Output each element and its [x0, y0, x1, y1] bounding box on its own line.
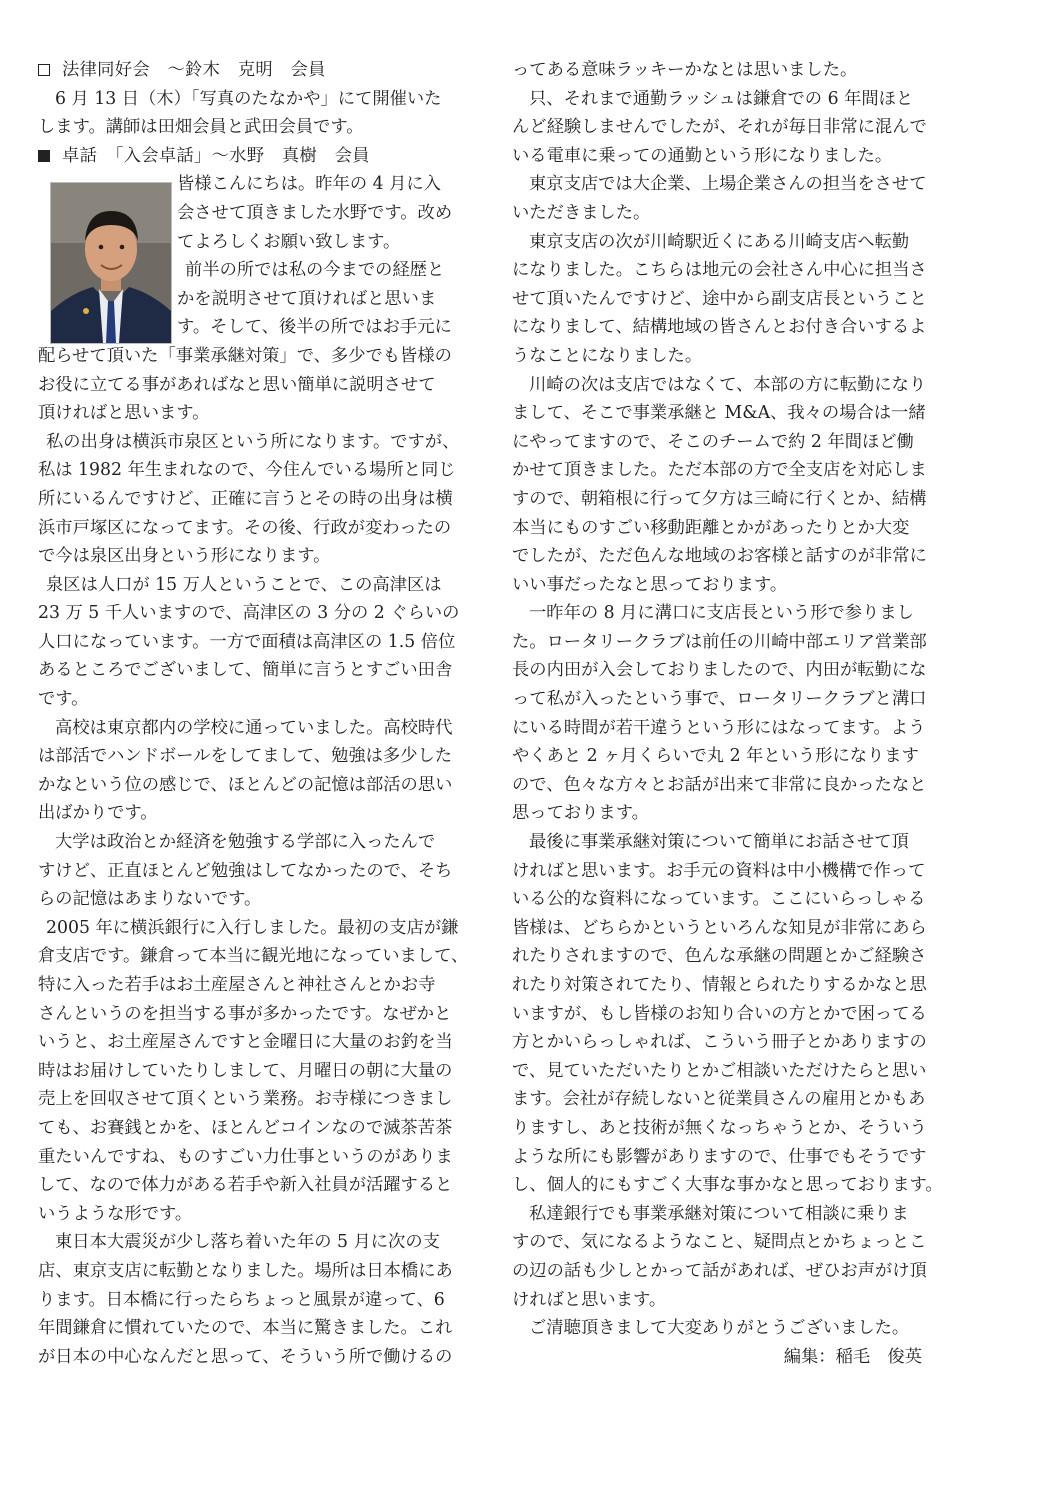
text-line: ても、お賽銭とかを、ほとんどコインなので滅茶苦茶 [38, 1117, 453, 1138]
text-line: ご清聴頂きまして大変ありがとうございました。 [529, 1318, 910, 1339]
text-line: ります。日本橋に行ったらちょっと風景が違って、6 [38, 1289, 445, 1310]
text-line: れたりされますので、色んな承継の問題とかご経験さ [512, 946, 927, 967]
text-line: 方とかいらっしゃれば、こういう冊子とかありますの [512, 1032, 927, 1053]
text-line: ってある意味ラッキーかなとは思いました。 [512, 60, 858, 80]
text-line: 人口になっています。一方で面積は高津区の 1.5 倍位 [38, 631, 456, 652]
text-line: 私は 1982 年生まれなので、今住んでいる場所と同じ [38, 460, 456, 481]
text-line: 一昨年の 8 月に溝口に支店長という形で参りまし [529, 603, 914, 624]
text-line: 皆様は、どちらかというといろんな知見が非常にあら [512, 917, 927, 938]
text-line: します。講師は田畑会員と武田会員です。 [38, 117, 364, 138]
text-line: てよろしくお願い致します。 [177, 231, 401, 252]
text-line: お役に立てる事があればなと思い簡単に説明させて [38, 374, 436, 395]
text-line: 倉支店です。鎌倉って本当に観光地になっていまして、 [38, 946, 469, 967]
text-line: 高校は東京都内の学校に通っていました。高校時代 [55, 717, 453, 738]
section-heading-law-club [38, 56, 484, 85]
text-line: 最後に事業承継対策について簡単にお話させて頂 [529, 832, 909, 853]
text-line: 特に入った若手はお土産屋さんと神社さんとかお寺 [38, 975, 436, 995]
text-line: 23 万 5 千人いますので、高津区の 3 分の 2 ぐらいの [38, 603, 460, 624]
text-line: らの記憶はあまりないです。 [38, 889, 262, 910]
text-line: ければと思います。 [512, 1289, 667, 1310]
text-line: 皆様こんにちは。昨年の 4 月に入 [177, 174, 441, 195]
text-line: 私の出身は横浜市泉区という所になります。ですが、 [46, 431, 460, 452]
text-line: すので、気になるようなこと、疑問点とかちょっとこ [512, 1232, 927, 1253]
text-line: で今は泉区出身という形になります。 [38, 546, 331, 567]
heading-text: 法律同好会 ～鈴木 克明 会員 [62, 60, 326, 80]
text-line: 只、それまで通勤ラッシュは鎌倉での 6 年間ほと [529, 88, 914, 109]
text-line: さんというのを担当する事が多かったです。なぜかと [38, 1003, 452, 1024]
text-line: 出ばかりです。 [38, 803, 158, 824]
text-line: せて頂いたんですけど、途中から副支店長ということ [512, 288, 927, 309]
text-line: いただきました。 [512, 202, 651, 223]
text-line: 本当にものすごい移動距離とかがあったりとか大変 [512, 517, 910, 538]
text-line: です。 [38, 689, 89, 710]
left-column [38, 56, 484, 1371]
text-line: にやってますので、そこのチームで約 2 年間ほど働 [512, 431, 914, 452]
text-line: あるところでございまして、簡単に言うとすごい田舎 [38, 660, 453, 681]
text-line: まして、そこで事業承継と M&A、我々の場合は一緒 [512, 403, 926, 424]
text-line: 浜市戸塚区になってます。その後、行政が変わったの [38, 517, 452, 538]
text-line: 長の内田が入会しておりましたので、内田が転勤にな [512, 660, 927, 681]
text-line: でしたが、ただ色んな地域のお客様と話すのが非常に [512, 546, 927, 567]
text-line: にいる時間が若干違うという形にはなってます。よう [512, 717, 926, 738]
text-line: 大学は政治とか経済を勉強する学部に入ったんで [55, 832, 436, 853]
text-line: かなという位の感じで、ほとんどの記憶は部活の思い [38, 774, 453, 795]
text-line: ければと思います。お手元の資料は中小機構で作って [512, 860, 926, 881]
text-line: になりまして、結構地域の皆さんとお付き合いするよ [512, 317, 927, 338]
text-line: いる公的な資料になっています。ここにいらっしゃる [512, 889, 926, 910]
text-line: 東京支店では大企業、上場企業さんの担当をさせて [529, 174, 927, 195]
text-line: 東日本大震災が少し落ち着いた年の 5 月に次の支 [55, 1232, 440, 1253]
text-line: の辺の話も少しとかって話があれば、ぜひお声がけ頂 [512, 1260, 927, 1281]
text-line: かを説明させて頂ければと思いま [177, 288, 437, 309]
text-line: りますし、あと技術が無くなっちゃうとか、そういう [512, 1117, 927, 1138]
text-line: いますが、もし皆様のお知り合いの方とかで困ってる [512, 1003, 927, 1024]
text-line: は部活でハンドボールをしてまして、勉強は多少した [38, 746, 453, 767]
text-line: 思っております。 [512, 803, 649, 824]
text-line: かせて頂きました。ただ本部の方で全支店を対応しま [512, 460, 927, 481]
text-line: んど経験しませんでしたが、それが毎日非常に混んで [512, 117, 927, 138]
text-line: 店、東京支店に転勤となりました。場所は日本橋にあ [38, 1260, 453, 1281]
text-line: やくあと 2 ヶ月くらいで丸 2 年という形になります [512, 746, 919, 767]
text-line: し、個人的にもすごく大事な事かなと思っております。 [512, 1175, 943, 1196]
heading-text: 卓話 「入会卓話」～水野 真樹 会員 [62, 145, 370, 166]
text-line: 前半の所では私の今までの経歴と [185, 260, 445, 281]
text-line: 売上を回収させて頂くという業務。お寺様につきまし [38, 1089, 453, 1110]
text-line: すけど、正直ほとんど勉強はしてなかったので、そち [38, 860, 453, 881]
text-line: いうような形です。 [38, 1203, 193, 1224]
text-line: 年間鎌倉に慣れていたので、本当に驚きました。これ [38, 1318, 453, 1339]
text-line: うなことになりました。 [512, 345, 703, 366]
section-heading-table-talk [38, 142, 484, 171]
text-line: た。ロータリークラブは前任の川崎中部エリア営業部 [512, 631, 927, 652]
text-line: ような所にも影響がありますので、仕事でもそうです [512, 1146, 927, 1167]
text-line: で、見ていただいたりとかご相談いただけたらと思い [512, 1060, 927, 1081]
text-line: 時はお届けしていたりしまして、月曜日の朝に大量の [38, 1060, 453, 1081]
text-line: して、なので体力がある若手や新入社員が活躍すると [38, 1175, 453, 1196]
text-line: いうと、お土産屋さんですと金曜日に大量のお釣を当 [38, 1032, 453, 1053]
text-line: 会させて頂きました水野です。改め [177, 202, 453, 223]
text-line: 私達銀行でも事業承継対策について相談に乗りま [529, 1203, 909, 1224]
text-line: って私が入ったという事で、ロータリークラブと溝口 [512, 689, 927, 710]
text-line: いる電車に乗っての通勤という形になりました。 [512, 145, 893, 166]
filled-square-icon [38, 150, 50, 162]
text-line: 東京支店の次が川崎駅近くにある川崎支店へ転勤 [529, 231, 910, 252]
text-line: れたり対策されてたり、情報とられたりするかなと思 [512, 975, 927, 995]
text-line: 2005 年に横浜銀行に入行しました。最初の支店が鎌 [46, 917, 459, 938]
text-line: す。そして、後半の所ではお手元に [177, 317, 452, 338]
text-line: 重たいんですね、ものすごい力仕事というのがありま [38, 1146, 453, 1167]
speaker-photo [50, 182, 172, 344]
text-line: 泉区は人口が 15 万人ということで、この高津区は [46, 574, 442, 595]
text-line: いい事だったなと思っております。 [512, 574, 788, 595]
text-line: ます。会社が存続しないと従業員さんの雇用とかもあ [512, 1089, 926, 1110]
right-column [512, 56, 960, 1371]
text-line: 頂ければと思います。 [38, 403, 210, 424]
text-line: になりました。こちらは地元の会社さん中心に担当さ [512, 260, 927, 281]
text-line: 川崎の次は支店ではなくて、本部の方に転勤になり [529, 374, 927, 395]
text-line: 配らせて頂いた「事業承継対策」で、多少でも皆様の [38, 345, 452, 366]
text-line: 6 月 13 日（木）「写真のたなかや」にて開催いた [55, 88, 442, 109]
text-line: 所にいるんですけど、正確に言うとその時の出身は横 [38, 488, 453, 509]
open-square-icon [38, 64, 50, 76]
text-line: が日本の中心なんだと思って、そういう所で働けるの [38, 1346, 453, 1367]
speaker-portrait-image [51, 183, 171, 343]
editor-credit: 編集：稲毛 俊英 [783, 1346, 922, 1367]
text-line: ので、色々な方々とお話が出来て非常に良かったなと [512, 774, 927, 795]
text-line: すので、朝箱根に行って夕方は三崎に行くとか、結構 [512, 488, 927, 509]
